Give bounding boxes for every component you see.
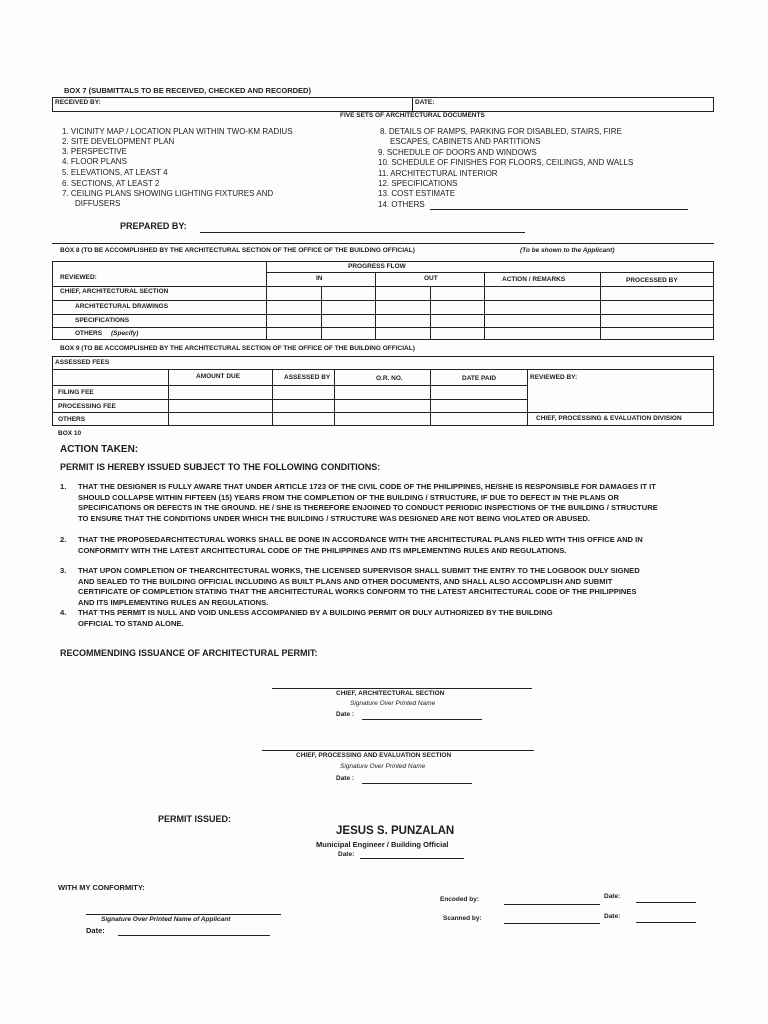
fee-header: ASSESSED BY — [284, 374, 331, 381]
condition-number: 3. — [60, 566, 67, 575]
list-item: 5. ELEVATIONS, AT LEAST 4 — [62, 168, 168, 177]
sig2-date: Date : — [336, 775, 355, 782]
table-rule — [52, 412, 714, 413]
applicant-sub: Signature Over Printed Name of Applicant — [101, 916, 231, 923]
list-item: 4. FLOOR PLANS — [62, 157, 127, 166]
received-by-row — [52, 97, 714, 112]
list-item: 12. SPECIFICATIONS — [378, 179, 458, 188]
table-col — [484, 272, 485, 340]
row-label: SPECIFICATIONS — [75, 317, 130, 324]
condition-number: 2. — [60, 535, 67, 544]
scanned-date-line — [636, 922, 696, 923]
box8-title: BOX 8 (TO BE ACCOMPLISHED BY THE ARCHITECTURAL SECTION OF THE OFFICE OF THE BUILDING OFFICIAL) — [60, 247, 415, 254]
chief-arch-label: CHIEF, ARCHITECTURAL SECTION — [60, 288, 169, 295]
encoded-line — [504, 904, 600, 905]
scanned-line — [504, 923, 600, 924]
condition-number: 1. — [60, 482, 67, 491]
list-item: 10. SCHEDULE OF FINISHES FOR FLOORS, CEILINGS, AND WALLS — [378, 158, 634, 167]
prepared-by-label: PREPARED BY: — [120, 221, 187, 231]
sig2-sub: Signature Over Printed Name — [340, 763, 426, 770]
table-rule — [52, 385, 527, 386]
table-col — [430, 286, 431, 340]
applicant-signature-line — [86, 914, 281, 915]
recommending-heading: RECOMMENDING ISSUANCE OF ARCHITECTURAL PERMIT: — [60, 648, 318, 658]
list-item: 1. VICINITY MAP / LOCATION PLAN WITHIN TWO-KM RADIUS — [62, 127, 293, 136]
sig1-title: CHIEF, ARCHITECTURAL SECTION — [336, 690, 445, 697]
condition-2: THAT THE PROPOSEDARCHITECTURAL WORKS SHALL BE DONE IN ACCORDANCE WITH THE ARCHITECTURAL PLANS FILED WITH THIS OFFICE AND IN CONFORMITY WITH THE LATEST ARCHITECTURAL CODE OF THE PHILIPPINES AND ITS IMPLEMENTING RULES AND REGULATIONS. — [78, 535, 643, 555]
action-taken-label: ACTION TAKEN: — [60, 444, 139, 455]
table-col — [527, 369, 528, 426]
fee-row-label: PROCESSING FEE — [58, 403, 116, 410]
in-header: IN — [316, 275, 323, 282]
list-item: 8. DETAILS OF RAMPS, PARKING FOR DISABLED, STAIRS, FIRE — [380, 127, 622, 136]
received-date-label: DATE: — [415, 99, 435, 106]
table-rule — [52, 399, 527, 400]
row-label: ARCHITECTURAL DRAWINGS — [75, 303, 169, 310]
box7-title: BOX 7 (SUBMITTALS TO BE RECEIVED, CHECKED AND RECORDED) — [64, 86, 311, 95]
box8-note: (To be shown to the Applicant) — [520, 247, 615, 254]
others-line — [430, 209, 688, 210]
table-rule — [52, 286, 714, 287]
scanned-date-label: Date: — [604, 913, 621, 920]
signature-line — [262, 750, 534, 751]
row-label: OTHERS — [75, 330, 103, 337]
prepared-by-line — [200, 232, 525, 233]
permit-issued-label: PERMIT ISSUED: — [158, 814, 232, 824]
date-line — [360, 858, 464, 859]
fee-header: AMOUNT DUE — [196, 373, 241, 380]
received-by-label: RECEIVED BY: — [55, 99, 101, 106]
table-col — [168, 369, 169, 426]
fee-header: O.R. NO. — [376, 375, 403, 382]
action-header: ACTION / REMARKS — [502, 276, 566, 283]
table-col — [266, 261, 267, 340]
reviewed-label: REVIEWED: — [60, 274, 97, 281]
list-item: 11. ARCHITECTURAL INTERIOR — [378, 169, 498, 178]
encoded-date-label: Date: — [604, 893, 621, 900]
table-col — [430, 369, 431, 426]
table-col — [321, 286, 322, 340]
table-col — [600, 272, 601, 340]
list-item: 9. SCHEDULE OF DOORS AND WINDOWS — [378, 148, 537, 157]
fee-header: DATE PAID — [462, 375, 497, 382]
condition-number: 4. — [60, 608, 67, 617]
box9-title: BOX 9 (TO BE ACCOMPLISHED BY THE ARCHITECTURAL SECTION OF THE OFFICE OF THE BUILDING OFFICIAL) — [60, 345, 415, 352]
condition-3: THAT UPON COMPLETION OF THEARCHITECTURAL WORKS, THE LICENSED SUPERVISOR SHALL SUBMIT THE ENTRY TO THE LOGBOOK DULY SIGNED AND SEALED TO THE BUILDING OFFICIAL INCLUDING AS BUILT PLANS AND OTHER DOCUMENTS, AND SHALL ALSO ACCOMPLISH AND SUBMIT CERTIFICATE OF COMPLETION STATING THAT THE ARCHITECTURAL WORKS CONFORM TO THE LATEST ARCHITECTURAL CODE OF THE PHILIPPINES AND ITS IMPLEMENTING RULES AN REGULATIONS. — [78, 566, 640, 607]
box10-title: BOX 10 — [58, 430, 82, 437]
scanned-by-label: Scanned by: — [443, 915, 482, 922]
table-col — [334, 369, 335, 426]
list-item: 13. COST ESTIMATE — [378, 189, 456, 198]
table-rule — [52, 300, 714, 301]
fee-row-label: OTHERS — [58, 416, 86, 423]
official-name: JESUS S. PUNZALAN — [336, 825, 455, 837]
list-item: DIFFUSERS — [75, 199, 121, 208]
sig2-title: CHIEF, PROCESSING AND EVALUATION SECTION — [296, 752, 452, 759]
table-col — [272, 369, 273, 426]
assessed-fees-label: ASSESSED FEES — [55, 359, 110, 366]
reviewed-by-label: REVIEWED BY: — [530, 374, 578, 381]
table-rule — [52, 327, 714, 328]
signature-line — [272, 688, 532, 689]
date-line — [118, 935, 270, 936]
list-item: 14. OTHERS — [378, 200, 425, 209]
progress-flow-label: PROGRESS FLOW — [348, 263, 406, 270]
official-title: Municipal Engineer / Building Official — [316, 840, 449, 849]
condition-4: THAT THS PERMIT IS NULL AND VOID UNLESS ACCOMPANIED BY A BUILDING PERMIT OR DULY AUTHORIZED BY THE BUILDING OFFICIAL TO STAND ALONE. — [78, 608, 553, 628]
table-col — [375, 272, 376, 340]
applicant-date-label: Date: — [86, 926, 105, 935]
list-item: 2. SITE DEVELOPMENT PLAN — [62, 137, 175, 146]
list-item: ESCAPES, CABINETS AND PARTITIONS — [390, 137, 541, 146]
encoded-date-line — [636, 902, 696, 903]
list-item: 6. SECTIONS, AT LEAST 2 — [62, 179, 160, 188]
date-line — [362, 719, 482, 720]
encoded-by-label: Encoded by: — [440, 896, 480, 903]
sig1-date: Date : — [336, 711, 355, 718]
chief-processing-label: CHIEF, PROCESSING & EVALUATION DIVISION — [536, 415, 682, 422]
permit-conditions-heading: PERMIT IS HEREBY ISSUED SUBJECT TO THE FOLLOWING CONDITIONS: — [60, 462, 381, 472]
table-rule — [266, 272, 714, 273]
table-rule — [52, 369, 714, 370]
processed-by-header: PROCESSED BY — [626, 277, 678, 284]
box8-top-rule — [52, 243, 714, 244]
conformity-label: WITH MY CONFORMITY: — [58, 883, 145, 892]
official-date-label: Date: — [338, 851, 355, 858]
received-divider — [412, 97, 413, 112]
list-item: 7. CEILING PLANS SHOWING LIGHTING FIXTURES AND — [62, 189, 274, 198]
fee-row-label: FILING FEE — [58, 389, 94, 396]
five-sets-heading: FIVE SETS OF ARCHITECTURAL DOCUMENTS — [340, 112, 485, 119]
table-rule — [52, 314, 714, 315]
list-item: 3. PERSPECTIVE — [62, 147, 127, 156]
sig1-sub: Signature Over Printed Name — [350, 700, 436, 707]
date-line — [362, 783, 472, 784]
condition-1: THAT THE DESIGNER IS FULLY AWARE THAT UNDER ARTICLE 1723 OF THE CIVIL CODE OF THE PHILIPPINES, HE/SHE IS RESPONSIBLE FOR DAMAGES IT IT SHOULD COLLAPSE WITHIN FIFTEEN (15) YEARS FROM THE COMPLETION OF THE BUILDING / STRUCTURE, IF DUE TO DEFECT IN THE PLANS OR SPECIFICATIONS OR DEFECTS IN THE GROUND. HE / SHE IS THEREFORE ENJOINED TO CONDUCT PERIODIC INSPECTIONS OF THE BUILDING / STRUCTURE TO ENSURE THAT THE CONDITIONS UNDER WHICH THE BUILDING / STRUCTURE WAS DESIGNED ARE NOT BEING VIOLATED OR ABUSED. — [78, 482, 658, 523]
specify-note: (Specify) — [111, 330, 139, 337]
out-header: OUT — [424, 275, 438, 282]
